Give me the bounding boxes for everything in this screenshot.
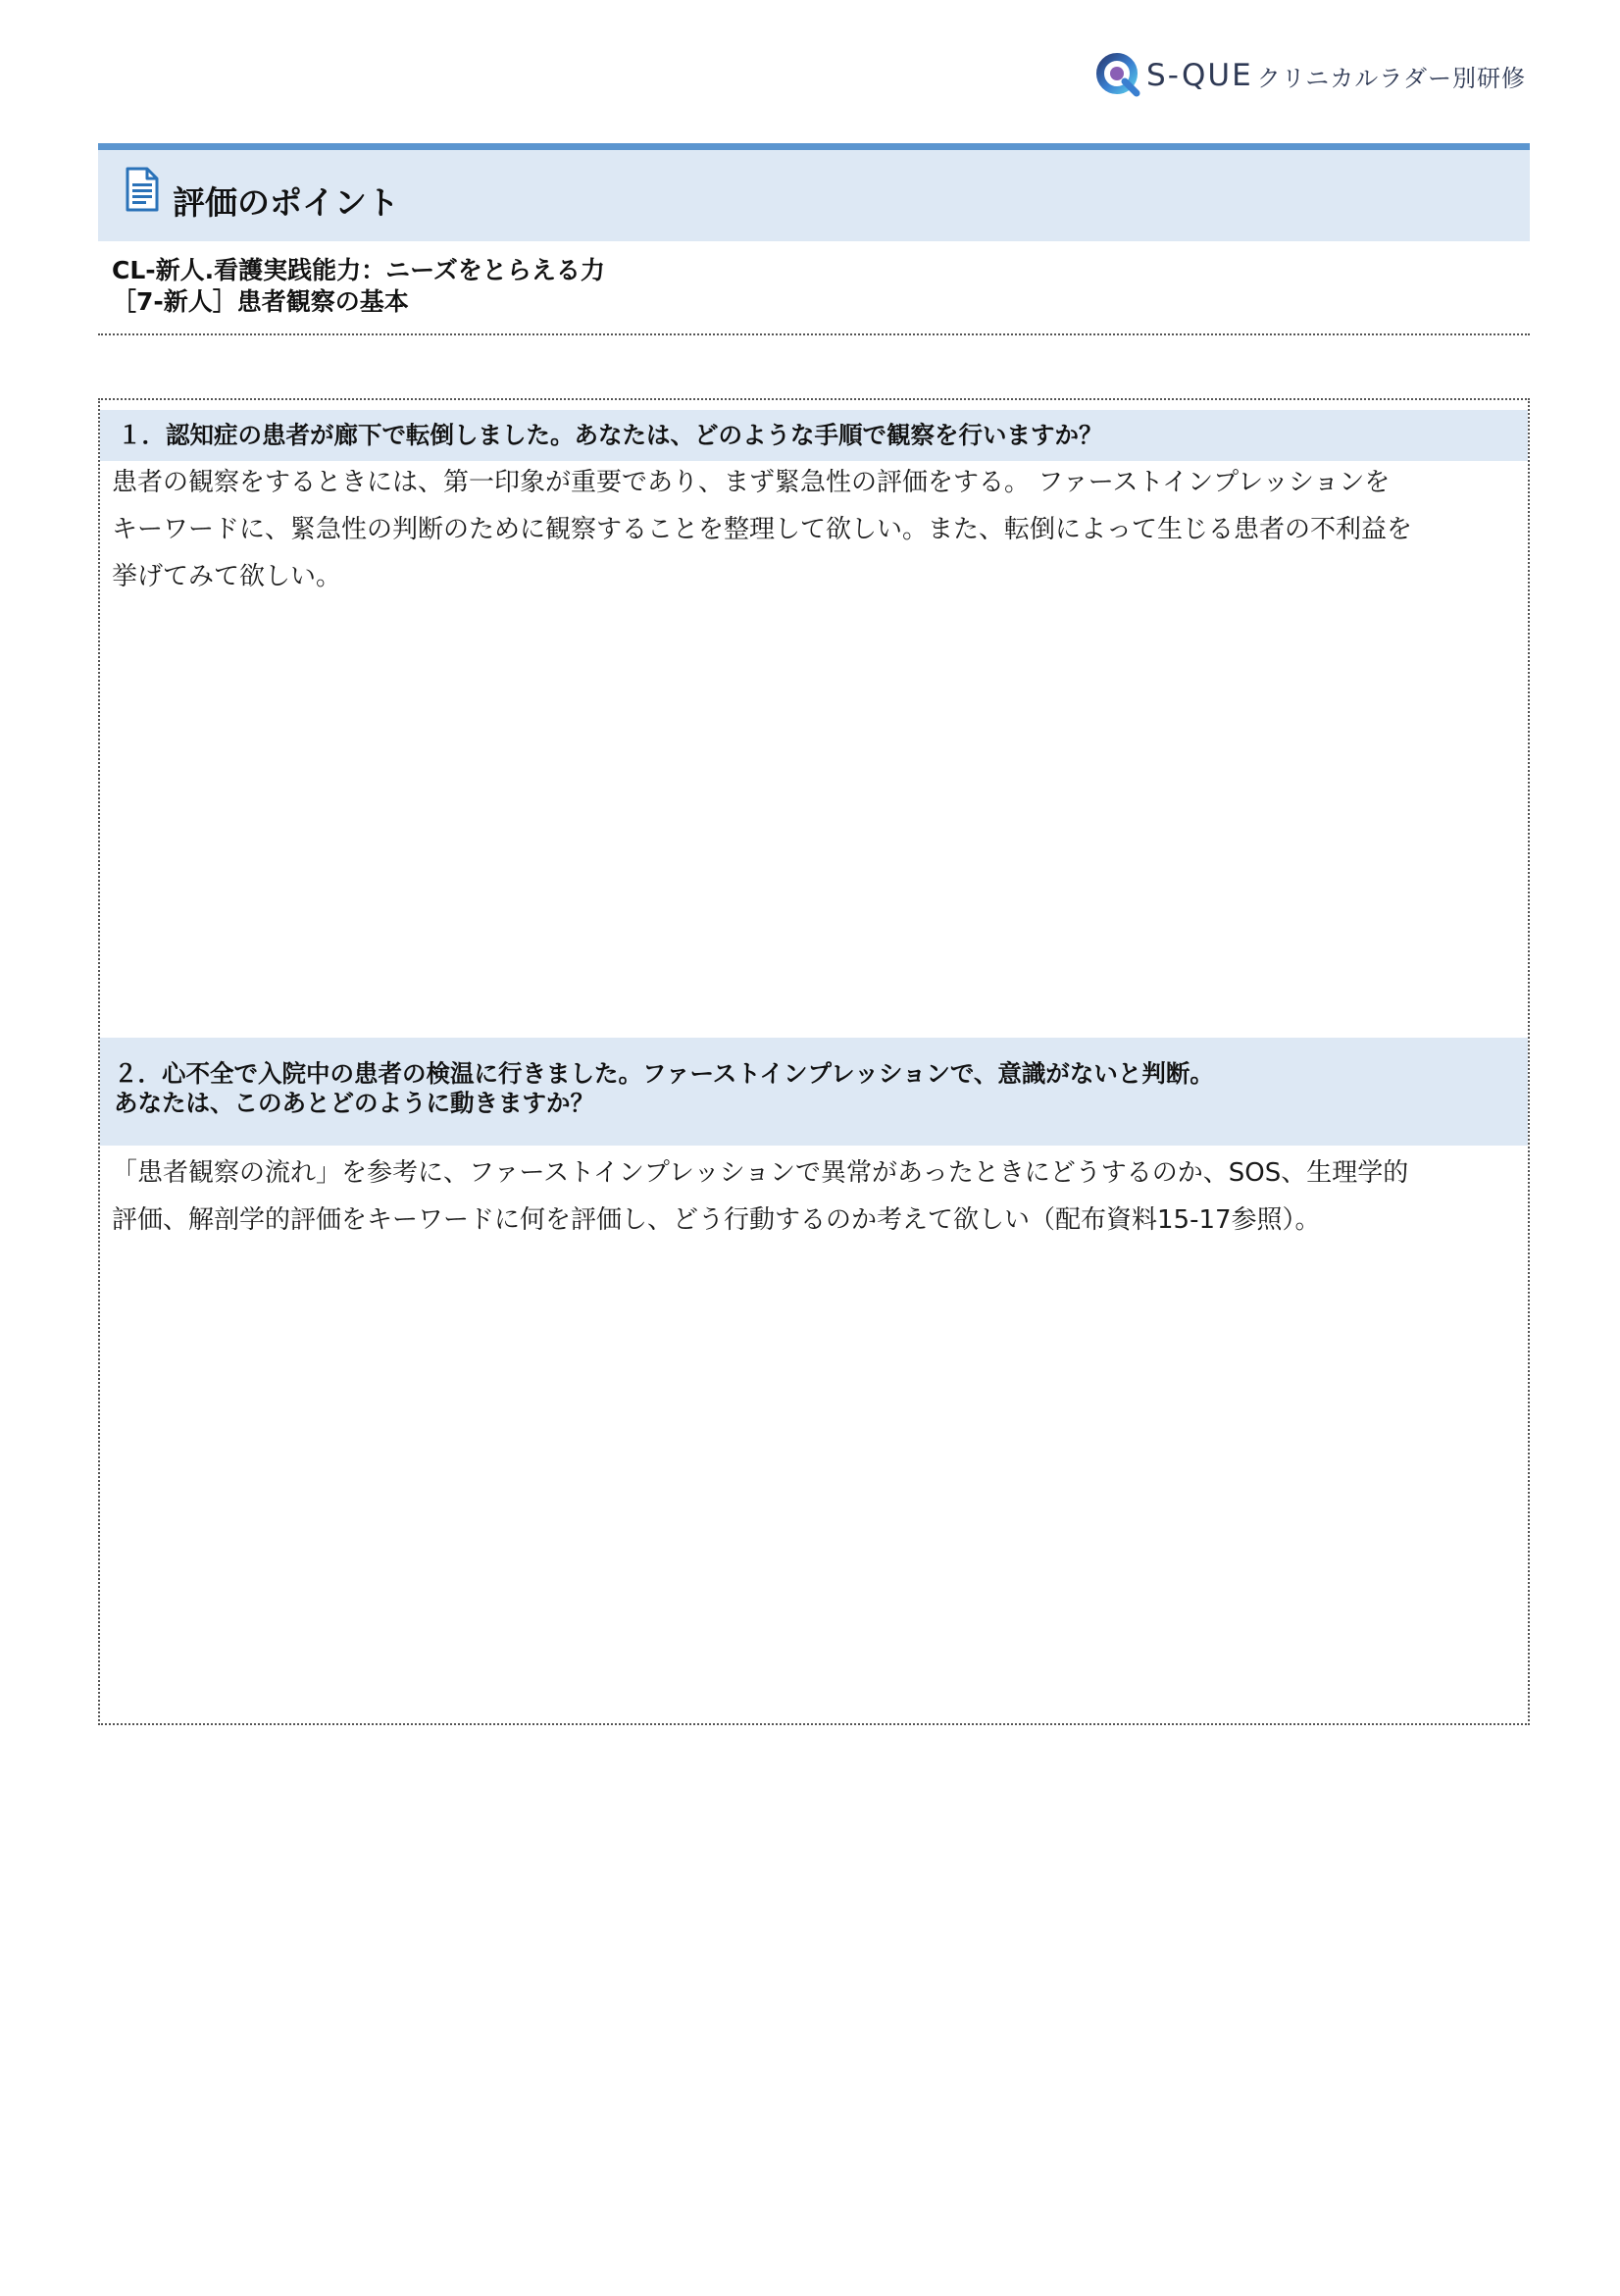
section-title: 評価のポイント xyxy=(173,183,399,222)
answer-guide-line: 「患者観察の流れ」を参考に、ファーストインプレッションで異常があったときにどうするのか、SOS、生理学的 xyxy=(112,1158,1409,1188)
brand-logo xyxy=(1095,49,1526,102)
question-heading: １．認知症の患者が廊下で転倒しました。あなたは、どのような手順で観察を行いますか？ xyxy=(100,410,1528,461)
answer-guide-line: 挙げてみて欲しい。 xyxy=(112,562,342,591)
question-heading-line: ２．心不全で入院中の患者の検温に行きました。ファーストインプレッションで、意識がないと判断。 xyxy=(114,1059,1214,1088)
answer-guide-line: 患者の観察をするときには、第一印象が重要であり、まず緊急性の評価をする。 ファーストインプレッションを xyxy=(112,468,1391,497)
question-heading-line: あなたは、このあとどのように動きますか？ xyxy=(114,1089,594,1117)
answer-guide-line: キーワードに、緊急性の判断のために観察することを整理して欲しい。また、転倒によって生じる患者の不利益を xyxy=(112,515,1413,544)
question-heading xyxy=(100,1038,1528,1146)
dotted-divider xyxy=(98,333,1530,335)
course-subtitle xyxy=(112,255,605,318)
logo-brand-text: S-QUE xyxy=(1146,58,1253,93)
document-icon xyxy=(126,167,159,212)
answer-guide-line: 評価、解剖学的評価をキーワードに何を評価し、どう行動するのか考えて欲しい（配布資料15-17参照）。 xyxy=(112,1205,1321,1235)
questions-frame xyxy=(98,398,1530,1725)
logo-subtitle-text: クリニカルラダー別研修 xyxy=(1256,64,1526,92)
question-answer-guide xyxy=(112,459,1516,600)
question-answer-guide xyxy=(112,1149,1516,1244)
course-subtitle-line: CL-新人.看護実践能力：ニーズをとらえる力 xyxy=(112,256,605,284)
section-header xyxy=(98,143,1530,241)
q-ring-icon xyxy=(1095,52,1142,99)
course-subtitle-line: ［7-新人］患者観察の基本 xyxy=(112,287,409,316)
